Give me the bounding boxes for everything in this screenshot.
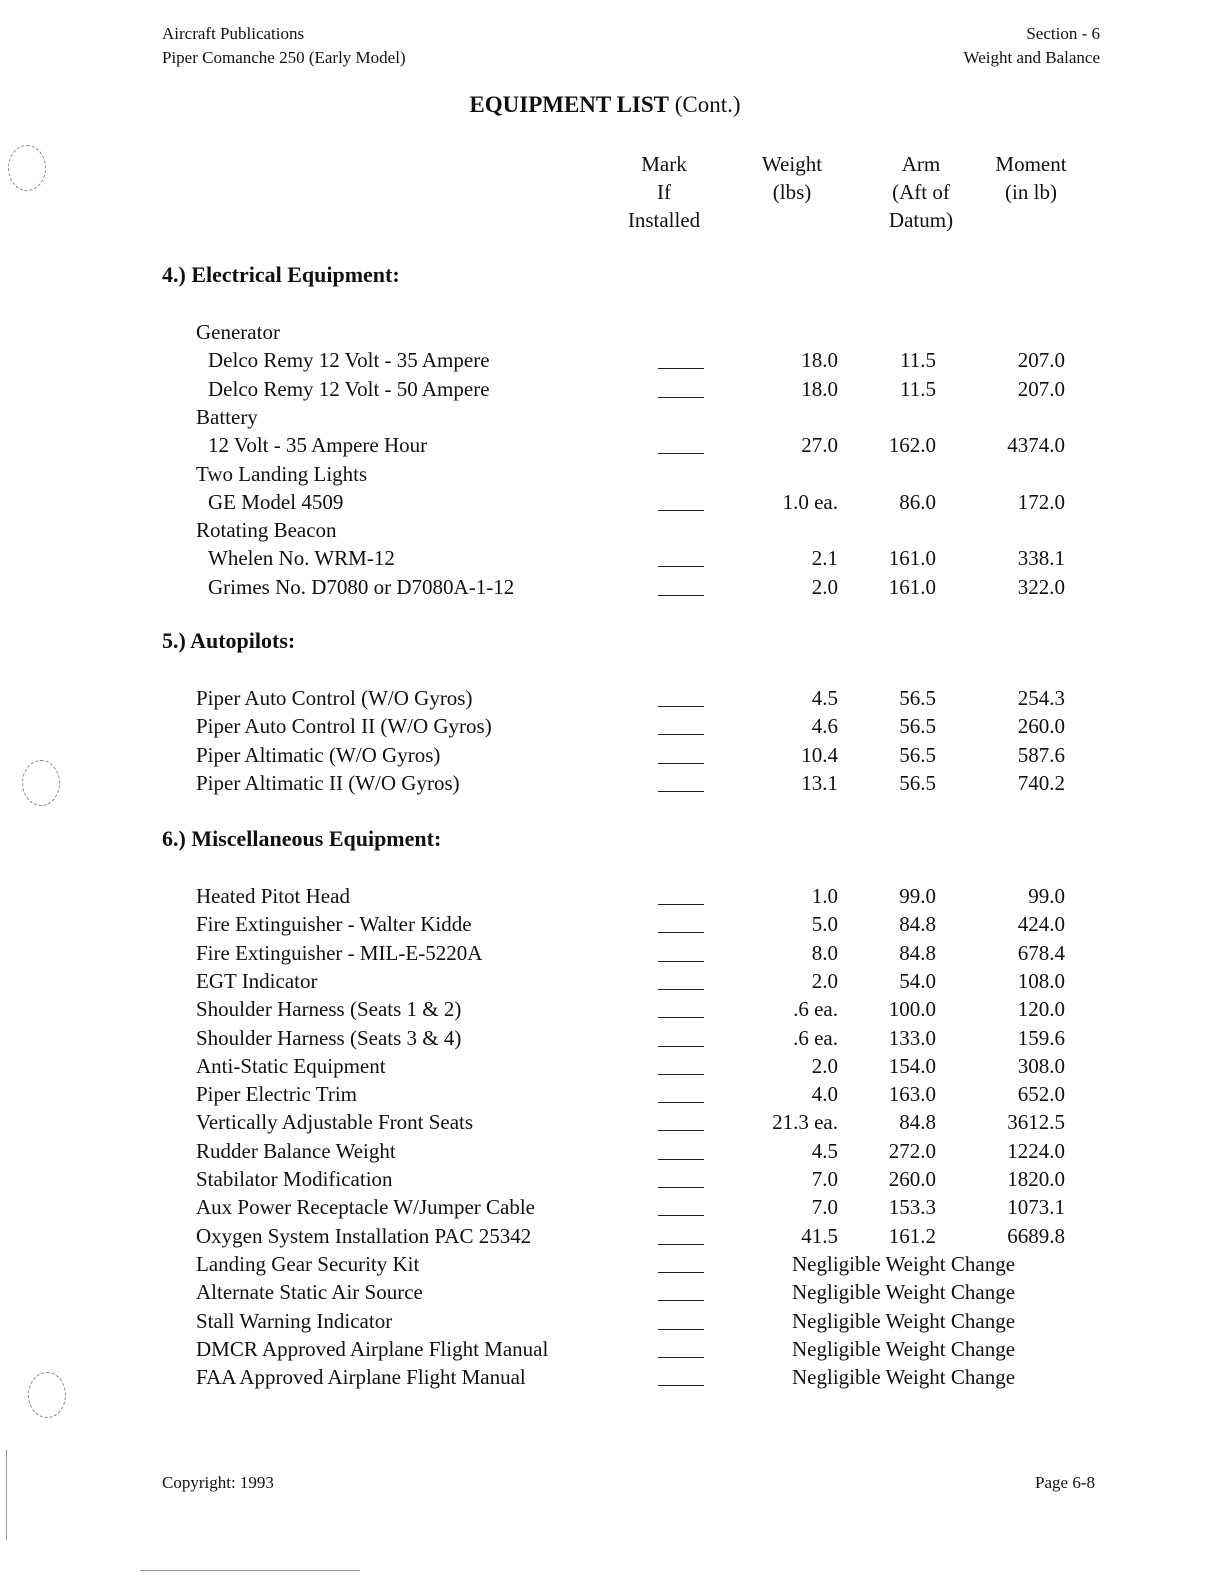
item-label: FAA Approved Airplane Flight Manual: [196, 1365, 526, 1390]
section-heading: 6.) Miscellaneous Equipment:: [162, 826, 442, 851]
weight-value: 8.0: [811, 940, 838, 965]
weight-value: 4.0: [811, 1082, 838, 1107]
weight-value: 1.0: [811, 884, 838, 908]
weight-value: 41.5: [801, 1223, 838, 1248]
installed-mark-blank[interactable]: [658, 397, 704, 398]
item-label: Piper Auto Control II (W/O Gyros): [196, 714, 492, 739]
arm-value: 56.5: [899, 742, 936, 767]
table-row: [0, 1250, 1210, 1278]
section-number: Section - 6: [1026, 24, 1100, 43]
item-label: Anti-Static Equipment: [196, 1053, 386, 1078]
item-label: Stabilator Modification: [196, 1167, 393, 1191]
moment-value: 678.4: [1017, 940, 1065, 965]
installed-mark-blank[interactable]: [658, 791, 704, 792]
installed-mark-blank[interactable]: [658, 1102, 704, 1103]
installed-mark-blank[interactable]: [658, 1329, 704, 1330]
weight-value: 18.0: [801, 348, 838, 373]
arm-value: 161.0: [888, 574, 936, 599]
moment-value: 1073.1: [1007, 1195, 1065, 1220]
aircraft-model: Piper Comanche 250 (Early Model): [162, 48, 406, 67]
weight-note: Negligible Weight Change: [792, 1251, 1016, 1276]
table-row: [0, 403, 1210, 431]
installed-mark-blank[interactable]: [658, 1215, 704, 1216]
item-label: Vertically Adjustable Front Seats: [196, 1110, 474, 1135]
arm-value: 11.5: [900, 376, 936, 401]
item-label: Delco Remy 12 Volt - 50 Ampere: [208, 376, 490, 401]
installed-mark-blank[interactable]: [658, 1074, 704, 1075]
arm-value: 11.5: [900, 348, 936, 373]
table-row: [0, 939, 1210, 967]
arm-value: 86.0: [899, 489, 936, 514]
item-label: Rudder Balance Weight: [196, 1138, 396, 1163]
moment-value: 4374.0: [1007, 433, 1065, 458]
installed-mark-blank[interactable]: [658, 989, 704, 990]
table-row: [0, 544, 1210, 572]
item-label: Generator: [196, 320, 280, 344]
item-label: Grimes No. D7080 or D7080A-1-12: [208, 574, 515, 599]
moment-value: 120.0: [1017, 997, 1065, 1022]
table-row: [0, 1080, 1210, 1108]
arm-value: 54.0: [899, 968, 936, 993]
scan-speck: [140, 1570, 360, 1571]
moment-value: 1820.0: [1007, 1167, 1065, 1191]
column-header-line: (lbs): [772, 180, 812, 204]
publisher: Aircraft Publications: [162, 24, 305, 43]
moment-value: 99.0: [1028, 884, 1065, 908]
installed-mark-blank[interactable]: [658, 1357, 704, 1358]
table-row: [0, 684, 1210, 712]
installed-mark-blank[interactable]: [658, 734, 704, 735]
item-label: Piper Altimatic (W/O Gyros): [196, 742, 441, 767]
punch-hole: [8, 145, 46, 191]
column-header-moment: [976, 150, 1086, 206]
item-label: Battery: [196, 404, 258, 429]
item-label: GE Model 4509: [208, 489, 344, 514]
weight-value: 10.4: [801, 742, 838, 767]
table-row: [0, 967, 1210, 995]
weight-value: 4.5: [811, 686, 838, 710]
moment-value: 159.6: [1017, 1025, 1065, 1050]
arm-value: 56.5: [899, 714, 936, 739]
weight-value: 2.0: [811, 1053, 838, 1078]
section-heading: 4.) Electrical Equipment:: [162, 262, 400, 287]
moment-value: 587.6: [1017, 742, 1065, 767]
arm-value: 260.0: [888, 1167, 936, 1191]
page-number: Page 6-8: [1035, 1473, 1095, 1492]
scan-speck: [6, 1450, 7, 1540]
arm-value: 161.0: [888, 546, 936, 571]
item-label: 12 Volt - 35 Ampere Hour: [208, 433, 428, 458]
item-label: Piper Auto Control (W/O Gyros): [196, 686, 473, 710]
item-label: DMCR Approved Airplane Flight Manual: [196, 1336, 549, 1361]
moment-value: 6689.8: [1007, 1223, 1065, 1248]
moment-value: 338.1: [1017, 546, 1065, 571]
item-label: Stall Warning Indicator: [196, 1308, 393, 1333]
table-row: [0, 995, 1210, 1023]
table-row: [0, 1222, 1210, 1250]
installed-mark-blank[interactable]: [658, 1187, 704, 1188]
page-title-suffix: (Cont.): [674, 92, 741, 117]
moment-value: 652.0: [1017, 1082, 1065, 1107]
arm-value: 162.0: [888, 433, 936, 458]
punch-hole: [28, 1372, 66, 1418]
installed-mark-blank[interactable]: [658, 1017, 704, 1018]
table-row: [0, 1307, 1210, 1335]
item-label: Piper Electric Trim: [196, 1082, 357, 1107]
weight-value: 2.1: [811, 546, 838, 571]
arm-value: 153.3: [888, 1195, 936, 1220]
weight-note: Negligible Weight Change: [792, 1336, 1016, 1361]
installed-mark-blank[interactable]: [658, 1159, 704, 1160]
weight-value: .6 ea.: [793, 1025, 838, 1050]
moment-value: 254.3: [1017, 686, 1065, 710]
installed-mark-blank[interactable]: [658, 904, 704, 905]
table-row: [0, 1363, 1210, 1391]
moment-value: 3612.5: [1007, 1110, 1065, 1135]
installed-mark-blank[interactable]: [658, 453, 704, 454]
installed-mark-blank[interactable]: [658, 595, 704, 596]
item-label: Aux Power Receptacle W/Jumper Cable: [196, 1195, 536, 1220]
weight-value: 7.0: [811, 1195, 838, 1220]
table-row: [0, 1052, 1210, 1080]
column-header-line: (Aft of: [892, 180, 950, 204]
item-label: Piper Altimatic II (W/O Gyros): [196, 770, 460, 795]
weight-value: .6 ea.: [793, 997, 838, 1022]
column-header-mark: [614, 150, 714, 234]
column-header-line: (in lb): [1005, 180, 1057, 204]
arm-value: 161.2: [888, 1223, 936, 1248]
weight-value: 4.6: [811, 714, 838, 739]
moment-value: 207.0: [1017, 348, 1065, 373]
section-heading: 5.) Autopilots:: [162, 628, 296, 653]
column-header-line: Mark: [641, 152, 687, 176]
table-row: [0, 712, 1210, 740]
installed-mark-blank[interactable]: [658, 368, 704, 369]
item-label: Two Landing Lights: [196, 461, 368, 486]
column-header-line: Datum): [888, 208, 954, 232]
weight-value: 13.1: [801, 770, 838, 795]
weight-note: Negligible Weight Change: [792, 1365, 1016, 1390]
item-label: Landing Gear Security Kit: [196, 1251, 420, 1276]
weight-value: 1.0 ea.: [782, 489, 838, 514]
item-label: Rotating Beacon: [196, 518, 337, 543]
table-row: [0, 741, 1210, 769]
arm-value: 99.0: [899, 884, 936, 908]
moment-value: 322.0: [1017, 574, 1065, 599]
column-header-line: Arm: [901, 152, 941, 176]
weight-value: 18.0: [801, 376, 838, 401]
column-header-line: Moment: [995, 152, 1067, 176]
moment-value: 424.0: [1017, 912, 1065, 937]
installed-mark-blank[interactable]: [658, 763, 704, 764]
weight-value: 7.0: [811, 1167, 838, 1191]
table-row: [0, 1193, 1210, 1221]
installed-mark-blank[interactable]: [658, 1244, 704, 1245]
weight-value: 2.0: [811, 968, 838, 993]
column-header-line: Installed: [627, 208, 701, 232]
item-label: Fire Extinguisher - Walter Kidde: [196, 912, 472, 937]
moment-value: 108.0: [1017, 968, 1065, 993]
item-label: Whelen No. WRM-12: [208, 546, 395, 571]
moment-value: 207.0: [1017, 376, 1065, 401]
page-title: [0, 92, 1210, 118]
table-row: [0, 769, 1210, 797]
table-row: [0, 1165, 1210, 1193]
table-row: [0, 375, 1210, 403]
table-row: [0, 431, 1210, 459]
section-title: Weight and Balance: [963, 48, 1100, 67]
table-row: [0, 910, 1210, 938]
arm-value: 154.0: [888, 1053, 936, 1078]
item-label: Fire Extinguisher - MIL-E-5220A: [196, 940, 483, 965]
column-header-line: Weight: [761, 152, 823, 176]
copyright: Copyright: 1993: [162, 1473, 274, 1492]
item-label: Shoulder Harness (Seats 3 & 4): [196, 1025, 462, 1050]
punch-hole: [22, 760, 60, 806]
installed-mark-blank[interactable]: [658, 1385, 704, 1386]
installed-mark-blank[interactable]: [658, 1046, 704, 1047]
table-row: [0, 318, 1210, 346]
table-row: [0, 1278, 1210, 1306]
moment-value: 1224.0: [1007, 1138, 1065, 1163]
table-row: [0, 1024, 1210, 1052]
table-row: [0, 1335, 1210, 1363]
item-label: Oxygen System Installation PAC 25342: [196, 1223, 532, 1248]
arm-value: 56.5: [899, 770, 936, 795]
page-title-main: EQUIPMENT LIST: [469, 92, 670, 117]
weight-value: 4.5: [811, 1138, 838, 1163]
item-label: EGT Indicator: [196, 968, 318, 993]
column-header-line: If: [657, 180, 671, 204]
weight-value: 21.3 ea.: [772, 1110, 838, 1135]
installed-mark-blank[interactable]: [658, 1300, 704, 1301]
installed-mark-blank[interactable]: [658, 932, 704, 933]
weight-note: Negligible Weight Change: [792, 1280, 1016, 1305]
table-row: [0, 1108, 1210, 1136]
installed-mark-blank[interactable]: [658, 706, 704, 707]
arm-value: 84.8: [899, 912, 936, 937]
table-row: [0, 516, 1210, 544]
table-row: [0, 488, 1210, 516]
installed-mark-blank[interactable]: [658, 1130, 704, 1131]
weight-value: 27.0: [801, 433, 838, 458]
moment-value: 308.0: [1017, 1053, 1065, 1078]
installed-mark-blank[interactable]: [658, 961, 704, 962]
weight-value: 2.0: [811, 574, 838, 599]
installed-mark-blank[interactable]: [658, 1272, 704, 1273]
table-row: [0, 1137, 1210, 1165]
arm-value: 133.0: [888, 1025, 936, 1050]
installed-mark-blank[interactable]: [658, 510, 704, 511]
arm-value: 84.8: [899, 940, 936, 965]
column-header-weight: [742, 150, 842, 206]
arm-value: 272.0: [888, 1138, 936, 1163]
installed-mark-blank[interactable]: [658, 566, 704, 567]
item-label: Shoulder Harness (Seats 1 & 2): [196, 997, 462, 1022]
weight-value: 5.0: [811, 912, 838, 937]
item-label: Heated Pitot Head: [196, 884, 350, 908]
moment-value: 172.0: [1017, 489, 1065, 514]
header-left: [162, 22, 406, 70]
weight-note: Negligible Weight Change: [792, 1308, 1016, 1333]
moment-value: 740.2: [1017, 770, 1065, 795]
moment-value: 260.0: [1017, 714, 1065, 739]
arm-value: 163.0: [888, 1082, 936, 1107]
table-row: [0, 460, 1210, 488]
column-header-arm: [866, 150, 976, 234]
item-label: Alternate Static Air Source: [196, 1280, 423, 1305]
arm-value: 100.0: [888, 997, 936, 1022]
table-row: [0, 882, 1210, 910]
table-row: [0, 346, 1210, 374]
item-label: Delco Remy 12 Volt - 35 Ampere: [208, 348, 490, 373]
table-row: [0, 573, 1210, 601]
arm-value: 84.8: [899, 1110, 936, 1135]
header-right: [964, 22, 1100, 70]
arm-value: 56.5: [899, 686, 936, 710]
